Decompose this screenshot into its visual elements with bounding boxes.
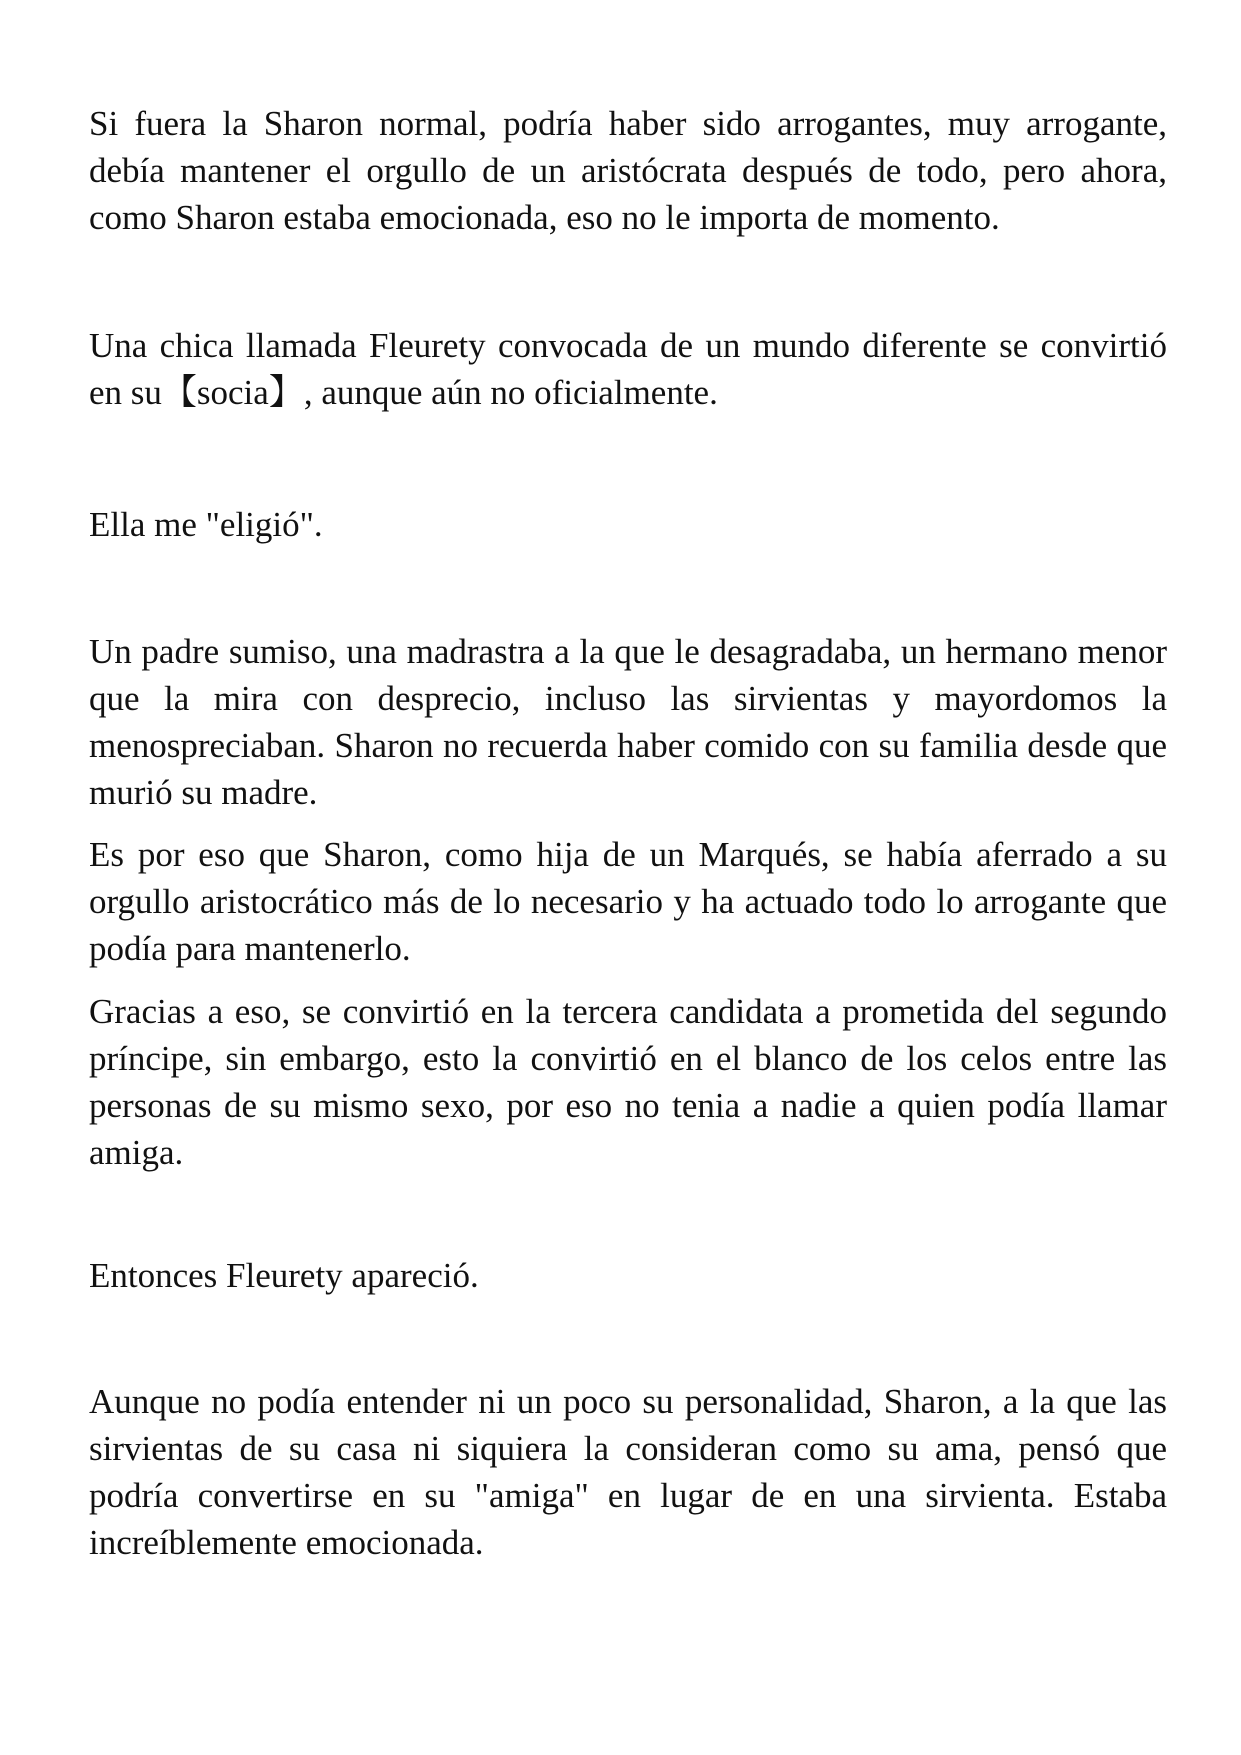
paragraph: Es por eso que Sharon, como hija de un Marqués, se había aferrado a su orgullo aristocrático más de lo necesario y ha actuado todo lo arrogante que podía para mantenerlo. <box>89 835 1167 968</box>
paragraph: Gracias a eso, se convirtió en la tercera candidata a prometida del segundo príncipe, sin embargo, esto la convirtió en el blanco de los celos entre las personas de su mismo sexo, por eso no tenia a nadie a quien podía llamar amiga. <box>89 992 1167 1172</box>
paragraph: Si fuera la Sharon normal, podría haber sido arrogantes, muy arrogante, debía mantener el orgullo de un aristócrata después de todo, pero ahora, como Sharon estaba emocionada, eso no le importa de momento. <box>89 104 1167 237</box>
paragraph: Un padre sumiso, una madrastra a la que le desagradaba, un hermano menor que la mira con desprecio, incluso las sirvientas y mayordomos la menospreciaban. Sharon no recuerda haber comido con su familia desde que murió su madre. <box>89 632 1167 812</box>
paragraph: Ella me "eligió". <box>89 505 323 544</box>
paragraph: Entonces Fleurety apareció. <box>89 1256 479 1295</box>
paragraph: Una chica llamada Fleurety convocada de un mundo diferente se convirtió en su【socia】, aunque aún no oficialmente. <box>89 326 1167 412</box>
paragraph: Aunque no podía entender ni un poco su personalidad, Sharon, a la que las sirvientas de su casa ni siquiera la consideran como su ama, pensó que podría convertirse en su "amiga" en lugar de en una sirvienta. Estaba increíblemente emocionada. <box>89 1382 1167 1562</box>
